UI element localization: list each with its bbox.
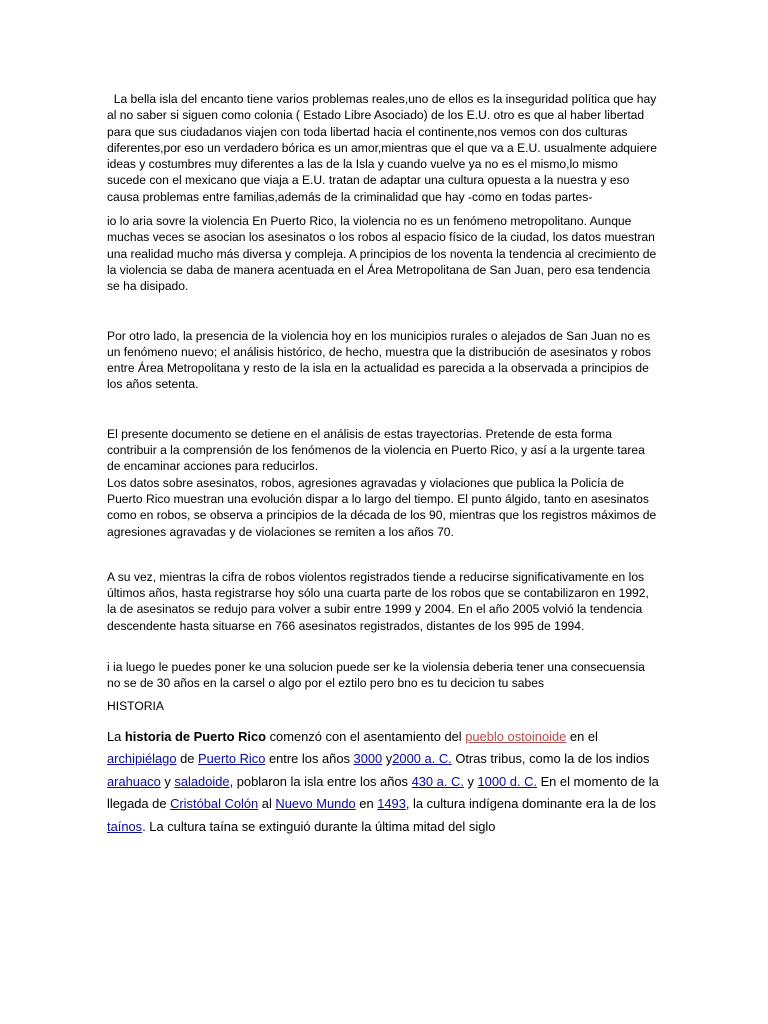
paragraph-rural: Por otro lado, la presencia de la violencia hoy en los municipios rurales o alejados de San Juan no es un fenómeno nuevo; el análisis histórico, de hecho, muestra que la distribución de asesinatos y robos entre Área Metropolitana y resto de la isla en la actualidad es parecida a la observada a principios de los años setenta. [107,328,655,392]
spacer [107,540,659,569]
text-run: comenzó con el asentamiento del [266,728,466,744]
text-run: al [258,796,276,812]
link-3000[interactable]: 3000 [353,751,383,767]
link-pueblo-ostoinoide[interactable]: pueblo ostoinoide [465,728,567,744]
spacer [107,393,659,426]
text-run: de [176,751,199,767]
link-1493[interactable]: 1493 [377,796,406,812]
text-run: , la cultura indígena dominante era la de los [405,796,656,812]
text-run: en el [566,728,598,744]
spacer [107,634,659,659]
text-run: , poblaron la isla entre los años [229,773,412,789]
text-run: entre los años [265,751,354,767]
paragraph-robbery: A su vez, mientras la cifra de robos violentos registrados tiende a reducirse significativamente en los últimos años, hasta registrarse hoy sólo una cuarta parte de los robos que se contabilizaron en 1992, la de asesinatos se redujo para volver a subir entre 1999 y 2004. En el año 2005 volvió la tendencia descendente hasta situarse en 766 asesinatos registrados, distantes de los 995 de 1994. [107,569,653,633]
paragraph-document: El presente documento se detiene en el análisis de estas trayectorias. Pretende de esta forma contribuir a la comprensión de los fenómenos de la violencia en Puerto Rico, y así a la urgente tarea de encaminar acciones para reducirlos. Los datos sobre asesinatos, robos, agresiones agravadas y violaciones que publica la Policía de Puerto Rico muestran una evolución dispar a lo largo del tiempo. El punto álgido, tanto en asesinatos como en robos, se observa a principios de la década de los 90, mientras que los registros máximos de agresiones agravadas y de violaciones se remiten a los años 70. [107,426,657,539]
link-nuevo-mundo[interactable]: Nuevo Mundo [275,796,356,812]
text-run: En el momento de la llegada de [107,773,659,812]
paragraph-violence: io lo aria sovre la violencia En Puerto Rico, la violencia no es un fenómeno metropolitano. Aunque muchas veces se asocian los asesinatos o los robos al espacio físico de la ciudad, los datos muestran una realidad mucho más diversa y compleja. A principios de los noventa la tendencia al crecimiento de la violencia se daba de manera acentuada en el Área Metropolitana de San Juan, pero esa tendencia se ha disipado. [107,214,660,294]
link-cristobal-colon[interactable]: Cristóbal Colón [170,796,259,812]
text-run: y [463,773,478,789]
text-run: en [355,796,378,812]
text-run: y [382,751,393,767]
link-1000-dc[interactable]: 1000 d. C. [477,773,537,789]
link-archipielago[interactable]: archipiélago [107,751,177,767]
text-run: Otras tribus, como la de los indios [451,751,650,767]
history-paragraph [107,726,659,839]
document-page [107,91,659,838]
paragraph-intro: La bella isla del encanto tiene varios problemas reales,uno de ellos es la inseguridad política que hay al no saber si siguen como colonia ( Estado Libre Asociado) de los E.U. otro es que al haber libertad para que sus ciudadanos viajen con toda libertad hacia el continente,nos vemos con dos culturas diferentes,por eso un verdadero bórica es un amor,mientras que el que va a E.U. usualmente adquiere ideas y costumbres muy diferentes a las de la Isla y cuando vuelve ya no es el mismo,lo mismo sucede con el mexicano que viaja a E.U. tratan de adaptar una cultura opuesta a la nuestra y eso causa problemas entre familias,además de la criminalidad que hay -como en todas partes- [107,92,661,204]
text-run: . La cultura taína se extinguió durante la última mitad del siglo [142,818,496,834]
link-arahuaco[interactable]: arahuaco [107,773,161,789]
link-saladoide[interactable]: saladoide [174,773,230,789]
bold-term: historia de Puerto Rico [124,728,267,744]
section-heading: HISTORIA [107,698,164,713]
paragraph-solution: i ia luego le puedes poner ke una solucion puede ser ke la violensia deberia tener una consecuensia no se de 30 años en la carsel o algo por el eztilo pero bno es tu decicion tu sabes [107,660,649,691]
text-run: La [107,728,125,744]
link-430-ac[interactable]: 430 a. C. [411,773,464,789]
text-run: y [160,773,175,789]
link-2000-ac[interactable]: 2000 a. C. [392,751,452,767]
link-tainos[interactable]: taínos [107,818,143,834]
link-puerto-rico[interactable]: Puerto Rico [198,751,266,767]
spacer [107,295,659,328]
